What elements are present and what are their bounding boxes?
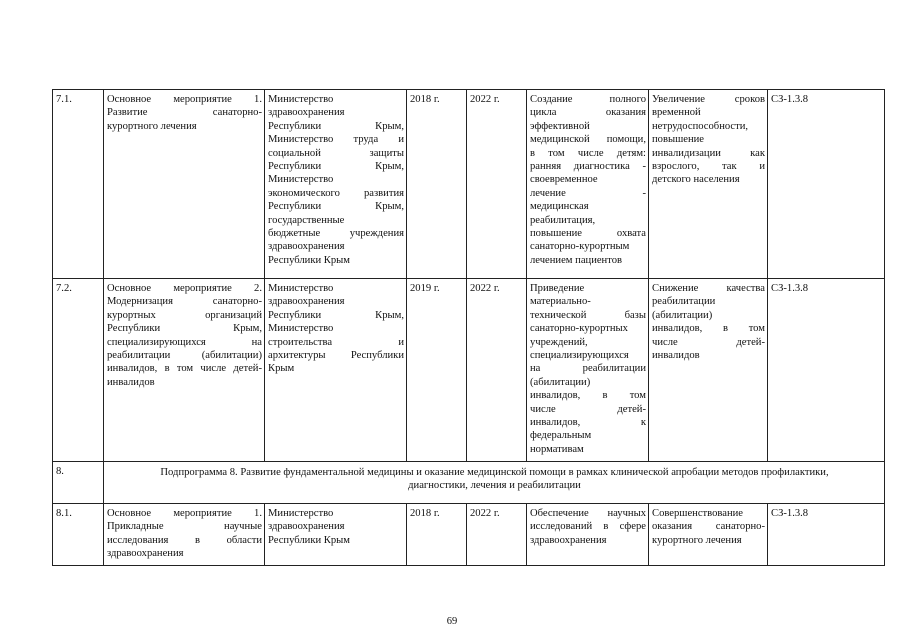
cell-line: Республики Крым,	[268, 201, 404, 213]
indicator-code: СЗ-1.3.8	[768, 90, 885, 279]
cell-line: своевременное	[530, 174, 598, 186]
end-year: 2022 г.	[467, 279, 527, 462]
cell-line: Министерство	[268, 508, 334, 519]
cell-line: лечением пациентов	[530, 254, 623, 266]
cell-line: исследований в сфере	[530, 521, 646, 533]
cell-line: инвалидов	[107, 376, 155, 388]
cell-line: Министерство	[268, 94, 334, 105]
start-year: 2019 г.	[407, 279, 467, 462]
cell-line: на реабилитации	[530, 363, 646, 375]
cell-line: повышение	[652, 134, 704, 146]
cell-line: инвалидизации как	[652, 147, 765, 159]
cell-line: технической базы	[530, 309, 646, 321]
cell-line: цикла оказания	[530, 107, 646, 119]
indicator-code: СЗ-1.3.8	[768, 504, 885, 566]
cell-line: материально-	[530, 296, 591, 308]
cell-line: Республики Крым	[268, 254, 350, 266]
cell-line: здравоохранения	[107, 548, 184, 560]
table-row	[53, 279, 885, 462]
cell-line: Развитие санаторно-	[107, 107, 262, 119]
cell-line: Министерство	[268, 323, 334, 335]
cell-line: санаторно-курортным	[530, 241, 630, 253]
cell-line: инвалидов, в том числе детей-	[107, 363, 262, 375]
event-cell	[104, 90, 265, 279]
cell-line: экономического развития	[268, 187, 404, 199]
cell-line: в том числе детям:	[530, 147, 646, 159]
cell-line: исследования в области	[107, 534, 262, 546]
consequences-cell	[649, 90, 768, 279]
cell-line: Министерство	[268, 174, 334, 186]
cell-line: взрослого, так и	[652, 161, 765, 173]
cell-line: государственные	[268, 214, 345, 226]
cell-line: здравоохранения	[268, 241, 345, 253]
cell-line: санаторно-курортных	[530, 323, 628, 335]
cell-line: Республики Крым,	[268, 161, 404, 173]
cell-line: социальной защиты	[268, 147, 404, 159]
cell-line: повышение охвата	[530, 228, 646, 240]
table-row	[53, 90, 885, 279]
cell-line: специализирующихся	[530, 350, 629, 362]
cell-line: Республики Крым,	[268, 120, 404, 132]
cell-line: (абилитации)	[652, 309, 713, 321]
subprogram-title-line: Подпрограмма 8. Развитие фундаментальной медицины и оказание медицинской помощи в рамках клинической апробации методов профилактики,	[160, 467, 829, 478]
cell-line: Создание полного	[530, 94, 646, 105]
cell-line: Крым	[268, 363, 295, 375]
cell-line: федеральным	[530, 430, 592, 442]
cell-line: временной	[652, 107, 701, 119]
consequences-cell	[649, 279, 768, 462]
cell-line: медицинская	[530, 201, 589, 213]
cell-line: инвалидов, в том	[652, 323, 765, 335]
consequences-cell	[649, 504, 768, 566]
indicator-code: СЗ-1.3.8	[768, 279, 885, 462]
cell-line: Снижение качества	[652, 283, 765, 294]
cell-line: Приведение	[530, 283, 585, 294]
cell-line: Увеличение сроков	[652, 94, 765, 105]
program-events-table	[52, 89, 885, 566]
cell-line: Республики Крым,	[107, 323, 262, 335]
cell-line: числе детей-	[530, 403, 646, 415]
result-cell	[527, 279, 649, 462]
executor-cell	[265, 279, 407, 462]
cell-line: бюджетные учреждения	[268, 228, 404, 240]
event-cell	[104, 279, 265, 462]
subprogram-row	[53, 462, 885, 504]
cell-line: реабилитации	[652, 296, 716, 308]
cell-line: Основное мероприятие 1.	[107, 508, 262, 519]
cell-line: здравоохранения	[268, 521, 345, 533]
subprogram-title-line: диагностики, лечения и реабилитации	[408, 480, 581, 492]
cell-line: Модернизация санаторно-	[107, 296, 262, 308]
executor-cell	[265, 90, 407, 279]
cell-line: строительства и	[268, 336, 404, 348]
subprogram-number: 8.	[53, 462, 104, 504]
row-number: 7.1.	[53, 90, 104, 279]
cell-line: Республики Крым,	[268, 309, 404, 321]
cell-line: Обеспечение научных	[530, 508, 646, 519]
row-number: 8.1.	[53, 504, 104, 566]
cell-line: курортного лечения	[652, 534, 742, 546]
cell-line: Республики Крым	[268, 534, 350, 546]
cell-line: оказания санаторно-	[652, 521, 765, 533]
cell-line: архитектуры Республики	[268, 350, 404, 362]
cell-line: Прикладные научные	[107, 521, 262, 533]
cell-line: медицинской помощи,	[530, 134, 646, 146]
cell-line: курортного лечения	[107, 120, 197, 132]
page-number: 69	[446, 616, 458, 627]
end-year: 2022 г.	[467, 504, 527, 566]
table-row	[53, 504, 885, 566]
cell-line: детского населения	[652, 174, 740, 186]
cell-line: Министерство	[268, 283, 334, 294]
cell-line: (абилитации)	[530, 376, 591, 388]
cell-line: инвалидов	[652, 350, 700, 362]
event-cell	[104, 504, 265, 566]
result-cell	[527, 90, 649, 279]
cell-line: специализирующихся на	[107, 336, 262, 348]
cell-line: числе детей-	[652, 336, 765, 348]
cell-line: лечение -	[530, 187, 646, 199]
cell-line: курортных организаций	[107, 309, 262, 321]
cell-line: инвалидов, к	[530, 417, 646, 429]
executor-cell	[265, 504, 407, 566]
cell-line: Министерство труда и	[268, 134, 404, 146]
cell-line: нетрудоспособности,	[652, 120, 749, 132]
result-cell	[527, 504, 649, 566]
cell-line: эффективной	[530, 120, 590, 132]
row-number: 7.2.	[53, 279, 104, 462]
end-year: 2022 г.	[467, 90, 527, 279]
cell-line: реабилитация,	[530, 214, 596, 226]
cell-line: Совершенствование	[652, 508, 743, 519]
cell-line: инвалидов, в том	[530, 390, 646, 402]
cell-line: учреждений,	[530, 336, 588, 348]
cell-line: здравоохранения	[268, 296, 345, 308]
cell-line: реабилитации (абилитации)	[107, 350, 262, 362]
start-year: 2018 г.	[407, 90, 467, 279]
cell-line: нормативам	[530, 443, 584, 455]
cell-line: здравоохранения	[530, 534, 607, 546]
subprogram-title	[104, 462, 885, 504]
cell-line: Основное мероприятие 2.	[107, 283, 262, 294]
cell-line: Основное мероприятие 1.	[107, 94, 262, 105]
cell-line: ранняя диагностика -	[530, 161, 646, 173]
start-year: 2018 г.	[407, 504, 467, 566]
cell-line: здравоохранения	[268, 107, 345, 119]
